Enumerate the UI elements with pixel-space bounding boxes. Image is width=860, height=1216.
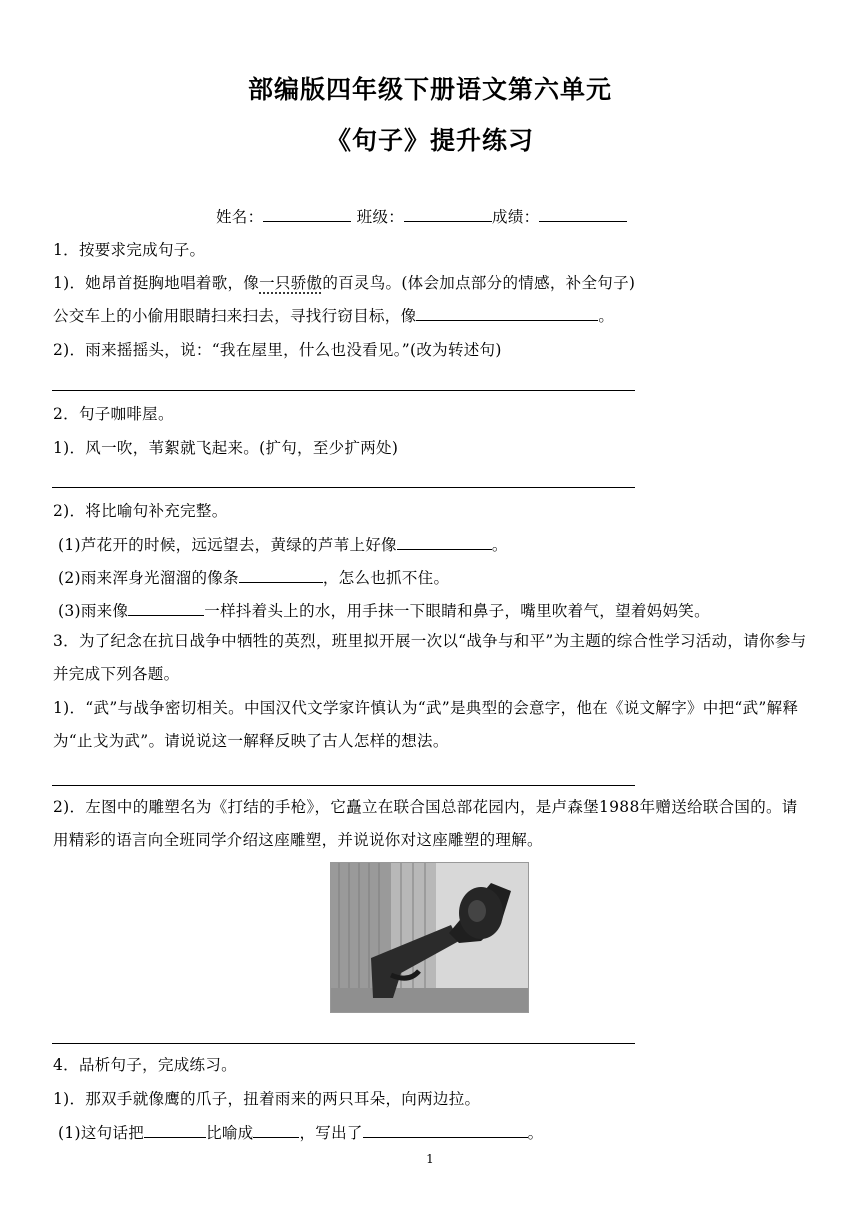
class-field[interactable] [404, 207, 492, 222]
q2-item-2-text: (2)雨来浑身光溜溜的像条 [58, 569, 239, 587]
q2-item-1 [58, 533, 508, 555]
q4-heading: 4．品析句子，完成练习。 [53, 1056, 237, 1074]
q3-sentence-2: 2)．左图中的雕塑名为《打结的手枪》，它矗立在联合国总部花园内，是卢森堡1988年赠送给联合国的。请用精彩的语言向全班同学介绍这座雕塑，并说说你对这座雕塑的理解。 [53, 798, 798, 849]
q4-item-1-text-c: ，写出了 [299, 1124, 363, 1142]
sculpture-photo-svg [331, 863, 528, 1012]
q1-s1-text-b: 的百灵鸟。(体会加点部分的情感，补全句子) [322, 274, 636, 292]
q2-item-3-blank[interactable] [128, 601, 204, 616]
q1-sentence-2: 2)．雨来摇摇头，说：“我在屋里，什么也没看见。”(改为转述句) [53, 341, 502, 359]
name-label: 姓名： [216, 208, 264, 226]
q1-s1-dotted-text: 一只骄傲 [259, 274, 323, 292]
q2-item-1-end: 。 [491, 536, 508, 554]
q2-item-2-end: ，怎么也抓不住。 [322, 569, 450, 587]
q1-s1-text-a: 1)．她昂首挺胸地唱着歌，像 [53, 274, 260, 292]
q1-sentence-1-fill [53, 304, 614, 326]
q1-s1-line2-end: 。 [598, 307, 615, 325]
document-subtitle: 《句子》提升练习 [325, 126, 534, 155]
q3-answer-line-2[interactable] [52, 1043, 635, 1044]
q2-item-3-end: 一样抖着头上的水，用手抹一下眼睛和鼻子，嘴里吹着气，望着妈妈笑。 [204, 602, 710, 620]
page-number: 1 [426, 1152, 434, 1166]
q1-s1-line2-text: 公交车上的小偷用眼睛扫来扫去，寻找行窃目标，像 [53, 307, 417, 325]
q1-s1-blank[interactable] [416, 306, 598, 321]
q1-sentence-1 [53, 271, 635, 293]
q4-item-1-blank-3[interactable] [363, 1123, 528, 1138]
q4-sentence-1: 1)．那双手就像鹰的爪子，扭着雨来的两只耳朵，向两边拉。 [53, 1090, 481, 1108]
q4-item-1-blank-2[interactable] [253, 1123, 299, 1138]
q2-item-3 [58, 599, 710, 621]
name-field[interactable] [263, 207, 351, 222]
q2-sentence-2: 2)．将比喻句补充完整。 [53, 502, 228, 520]
q4-item-1 [58, 1121, 543, 1143]
q1-answer-line[interactable] [52, 390, 635, 391]
q4-item-1-end: 。 [527, 1124, 544, 1142]
q1-heading: 1．按要求完成句子。 [53, 241, 206, 259]
q2-item-3-text: (3)雨来像 [58, 602, 129, 620]
q2-item-1-text: (1)芦花开的时候，远远望去，黄绿的芦苇上好像 [58, 536, 397, 554]
knotted-gun-sculpture-image [330, 862, 529, 1013]
q4-item-1-blank-1[interactable] [144, 1123, 206, 1138]
student-info-row [216, 205, 627, 227]
score-field[interactable] [539, 207, 627, 222]
q3-heading: 3．为了纪念在抗日战争中牺牲的英烈，班里拟开展一次以“战争与和平”为主题的综合性学习活动，请你参与并完成下列各题。 [53, 632, 807, 683]
q2-item-2-blank[interactable] [239, 568, 323, 583]
document-title: 部编版四年级下册语文第六单元 [247, 75, 612, 104]
q2-sentence-1: 1)．风一吹，苇絮就飞起来。(扩句，至少扩两处) [53, 439, 399, 457]
q3-sentence-1: 1)．“武”与战争密切相关。中国汉代文学家许慎认为“武”是典型的会意字，他在《说文解字》中把“武”解释为“止戈为武”。请说说这一解释反映了古人怎样的想法。 [53, 699, 799, 750]
q3-answer-line-1[interactable] [52, 785, 635, 786]
q4-item-1-text-a: (1)这句话把 [58, 1124, 145, 1142]
q2-item-2 [58, 566, 449, 588]
class-label: 班级： [356, 208, 405, 226]
q2-answer-line[interactable] [52, 487, 635, 488]
score-label: 成绩： [492, 208, 540, 226]
q4-item-1-text-b: 比喻成 [206, 1124, 254, 1142]
q2-heading: 2．句子咖啡屋。 [53, 405, 174, 423]
q2-item-1-blank[interactable] [397, 535, 492, 550]
